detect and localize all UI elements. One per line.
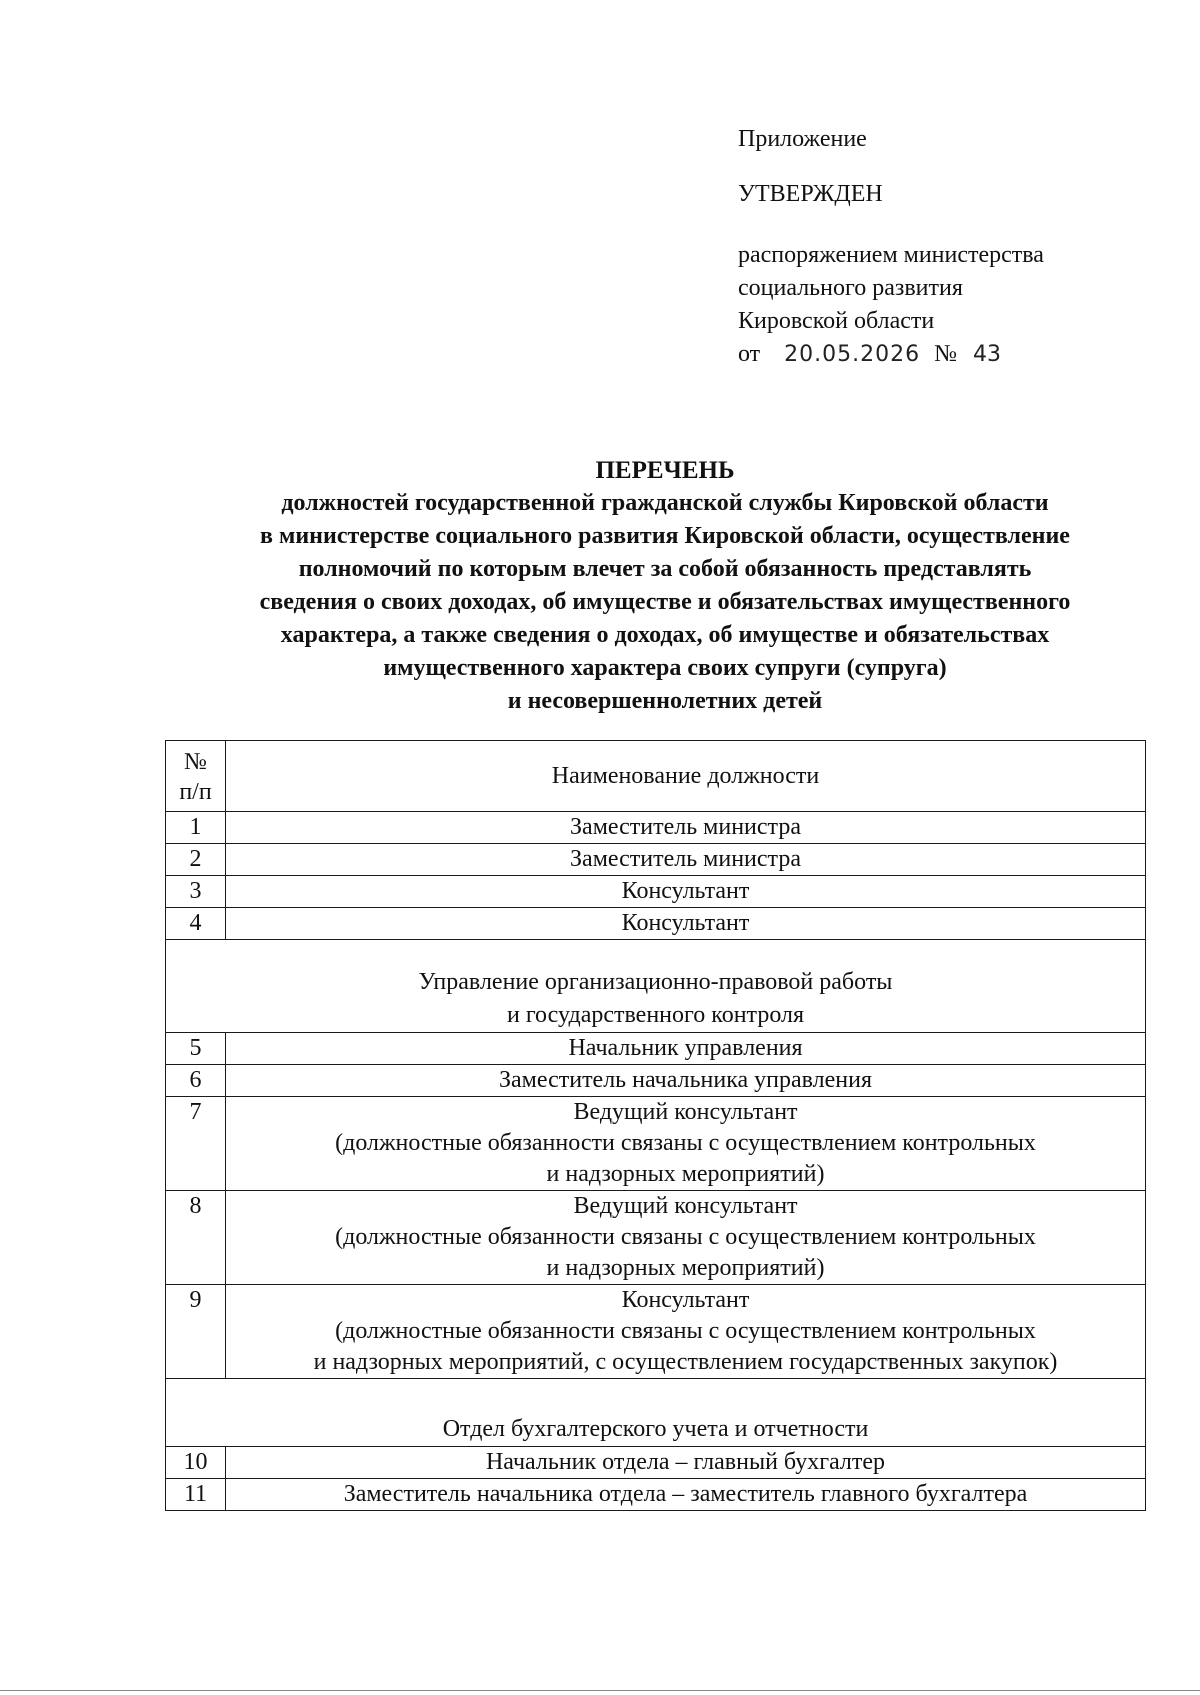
title-line-4: сведения о своих доходах, об имуществе и обязательствах имущественного — [259, 589, 1071, 615]
approval-date-line — [738, 338, 1044, 371]
row-position — [226, 1097, 1146, 1191]
section-title-accounting: Отдел бухгалтерского учета и отчетности — [166, 1379, 1146, 1447]
row-number: 6 — [166, 1065, 226, 1097]
table-row — [166, 1191, 1146, 1285]
appendix-label: Приложение — [738, 126, 867, 152]
row-number: 5 — [166, 1033, 226, 1065]
number-sign: № — [934, 341, 958, 367]
header-number-sign: № — [184, 749, 207, 775]
table-row — [166, 908, 1146, 940]
row-position: Заместитель начальника отдела – заместитель главного бухгалтера — [226, 1479, 1146, 1511]
table-header-row — [166, 741, 1146, 812]
table-row — [166, 1033, 1146, 1065]
title-heading: ПЕРЕЧЕНЬ — [595, 457, 735, 484]
table-row — [166, 876, 1146, 908]
row-number: 2 — [166, 844, 226, 876]
header-number-pp: п/п — [179, 779, 212, 805]
table-row — [166, 1447, 1146, 1479]
handwritten-date: 20.05.2026 — [784, 342, 921, 367]
header-position-name: Наименование должности — [226, 741, 1146, 812]
position-title: Ведущий консультант — [573, 1099, 798, 1125]
position-note: (должностные обязанности связаны с осуществлением контрольных — [335, 1224, 1036, 1250]
row-number: 8 — [166, 1191, 226, 1285]
document-title — [160, 454, 1170, 718]
header-number — [166, 741, 226, 812]
row-position: Консультант — [226, 908, 1146, 940]
approval-block — [738, 123, 1044, 371]
row-position: Начальник управления — [226, 1033, 1146, 1065]
positions-table — [165, 740, 1146, 1511]
row-number: 4 — [166, 908, 226, 940]
approved-label: УТВЕРЖДЕН — [738, 181, 883, 207]
approval-line-2: социального развития — [738, 275, 963, 301]
section-row — [166, 1379, 1146, 1447]
title-line-3: полномочий по которым влечет за собой обязанность представлять — [298, 556, 1032, 582]
position-note: и надзорных мероприятий, с осуществлением государственных закупок) — [313, 1349, 1058, 1375]
title-line-7: и несовершеннолетних детей — [507, 688, 823, 714]
table-row — [166, 812, 1146, 844]
section-line-1: Управление организационно-правовой работы — [418, 969, 893, 995]
table-row — [166, 1097, 1146, 1191]
row-position: Начальник отдела – главный бухгалтер — [226, 1447, 1146, 1479]
position-title: Консультант — [621, 1287, 750, 1313]
handwritten-number: 43 — [973, 342, 1002, 367]
approval-line-3: Кировской области — [738, 308, 935, 334]
row-position: Заместитель министра — [226, 844, 1146, 876]
title-line-1: должностей государственной гражданской службы Кировской области — [281, 490, 1049, 516]
position-note: (должностные обязанности связаны с осуществлением контрольных — [335, 1130, 1036, 1156]
title-line-5: характера, а также сведения о доходах, об имуществе и обязательствах — [280, 622, 1050, 648]
table-row — [166, 1065, 1146, 1097]
position-note: и надзорных мероприятий) — [546, 1161, 825, 1187]
scan-edge-line — [0, 1690, 1200, 1691]
position-note: и надзорных мероприятий) — [546, 1255, 825, 1281]
approval-line-1: распоряжением министерства — [738, 242, 1044, 268]
position-title: Ведущий консультант — [573, 1193, 798, 1219]
row-position — [226, 1191, 1146, 1285]
title-line-6: имущественного характера своих супруги (супруга) — [383, 655, 947, 681]
date-prefix: от — [738, 341, 761, 367]
table-row — [166, 1285, 1146, 1379]
row-position: Консультант — [226, 876, 1146, 908]
section-line-2: и государственного контроля — [506, 1002, 805, 1028]
row-number: 9 — [166, 1285, 226, 1379]
row-number: 1 — [166, 812, 226, 844]
position-note: (должностные обязанности связаны с осуществлением контрольных — [335, 1318, 1036, 1344]
table-row — [166, 844, 1146, 876]
row-position: Заместитель министра — [226, 812, 1146, 844]
row-number: 10 — [166, 1447, 226, 1479]
section-title-management — [166, 940, 1146, 1033]
row-position: Заместитель начальника управления — [226, 1065, 1146, 1097]
table-row — [166, 1479, 1146, 1511]
section-row — [166, 940, 1146, 1033]
title-line-2: в министерстве социального развития Кировской области, осуществление — [260, 523, 1070, 549]
row-position — [226, 1285, 1146, 1379]
row-number: 7 — [166, 1097, 226, 1191]
row-number: 3 — [166, 876, 226, 908]
row-number: 11 — [166, 1479, 226, 1511]
